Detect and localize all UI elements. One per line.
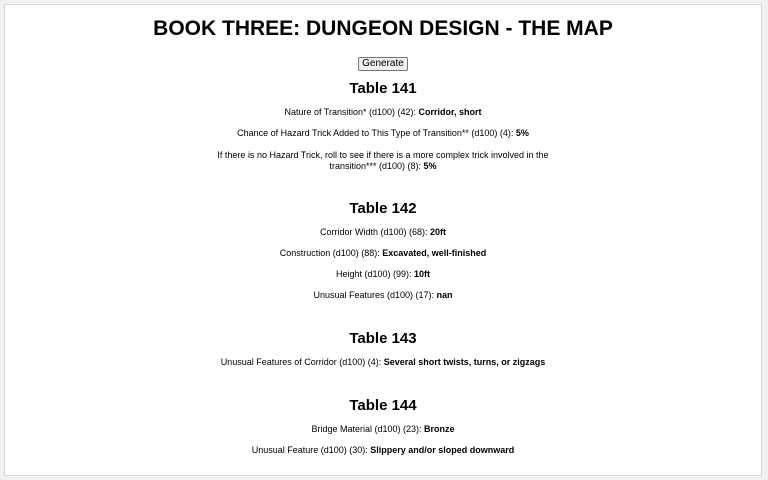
result-value: 20ft xyxy=(430,227,447,237)
result-value: Excavated, well-finished xyxy=(382,248,487,258)
table-144-section xyxy=(5,397,761,456)
result-label: Corridor Width (d100) (68): xyxy=(319,227,431,237)
section-title: Table 144 xyxy=(349,397,417,414)
result-line xyxy=(203,269,563,280)
result-value: Bronze xyxy=(424,424,455,434)
result-value: 5% xyxy=(515,128,529,138)
result-line xyxy=(203,445,563,456)
result-label: Bridge Material (d100) (23): xyxy=(311,424,425,434)
page-title: BOOK THREE: DUNGEON DESIGN - THE MAP xyxy=(153,17,613,40)
result-line xyxy=(203,150,563,172)
result-label: Unusual Features (d100) (17): xyxy=(313,290,437,300)
result-label: Unusual Features of Corridor (d100) (4): xyxy=(220,357,384,367)
result-value: nan xyxy=(436,290,453,300)
result-label: If there is no Hazard Trick, roll to see if there is a more complex trick involved in the transition*** (d100) (8): xyxy=(217,150,549,171)
result-line xyxy=(203,107,563,118)
section-title: Table 143 xyxy=(349,330,417,347)
result-line xyxy=(203,357,563,368)
result-label: Construction (d100) (88): xyxy=(279,248,383,258)
result-line xyxy=(203,128,563,139)
result-value: 10ft xyxy=(414,269,431,279)
section-title: Table 141 xyxy=(349,80,417,97)
result-value: Corridor, short xyxy=(418,107,482,117)
result-label: Height (d100) (99): xyxy=(335,269,415,279)
result-label: Unusual Feature (d100) (30): xyxy=(251,445,371,455)
result-label: Nature of Transition* (d100) (42): xyxy=(284,107,419,117)
result-line xyxy=(203,424,563,435)
result-value: Slippery and/or sloped downward xyxy=(370,445,515,455)
generate-wrap xyxy=(5,53,761,69)
result-value: Several short twists, turns, or zigzags xyxy=(383,357,546,367)
generate-button[interactable]: Generate xyxy=(358,57,408,71)
table-141-section xyxy=(5,80,761,172)
result-value: 5% xyxy=(423,161,437,171)
page-body xyxy=(4,4,762,476)
result-line xyxy=(203,290,563,301)
table-142-section xyxy=(5,200,761,301)
result-line xyxy=(203,248,563,259)
table-143-section xyxy=(5,330,761,368)
result-label: Chance of Hazard Trick Added to This Type of Transition** (d100) (4): xyxy=(237,128,516,138)
section-title: Table 142 xyxy=(349,200,417,217)
result-line xyxy=(203,227,563,238)
